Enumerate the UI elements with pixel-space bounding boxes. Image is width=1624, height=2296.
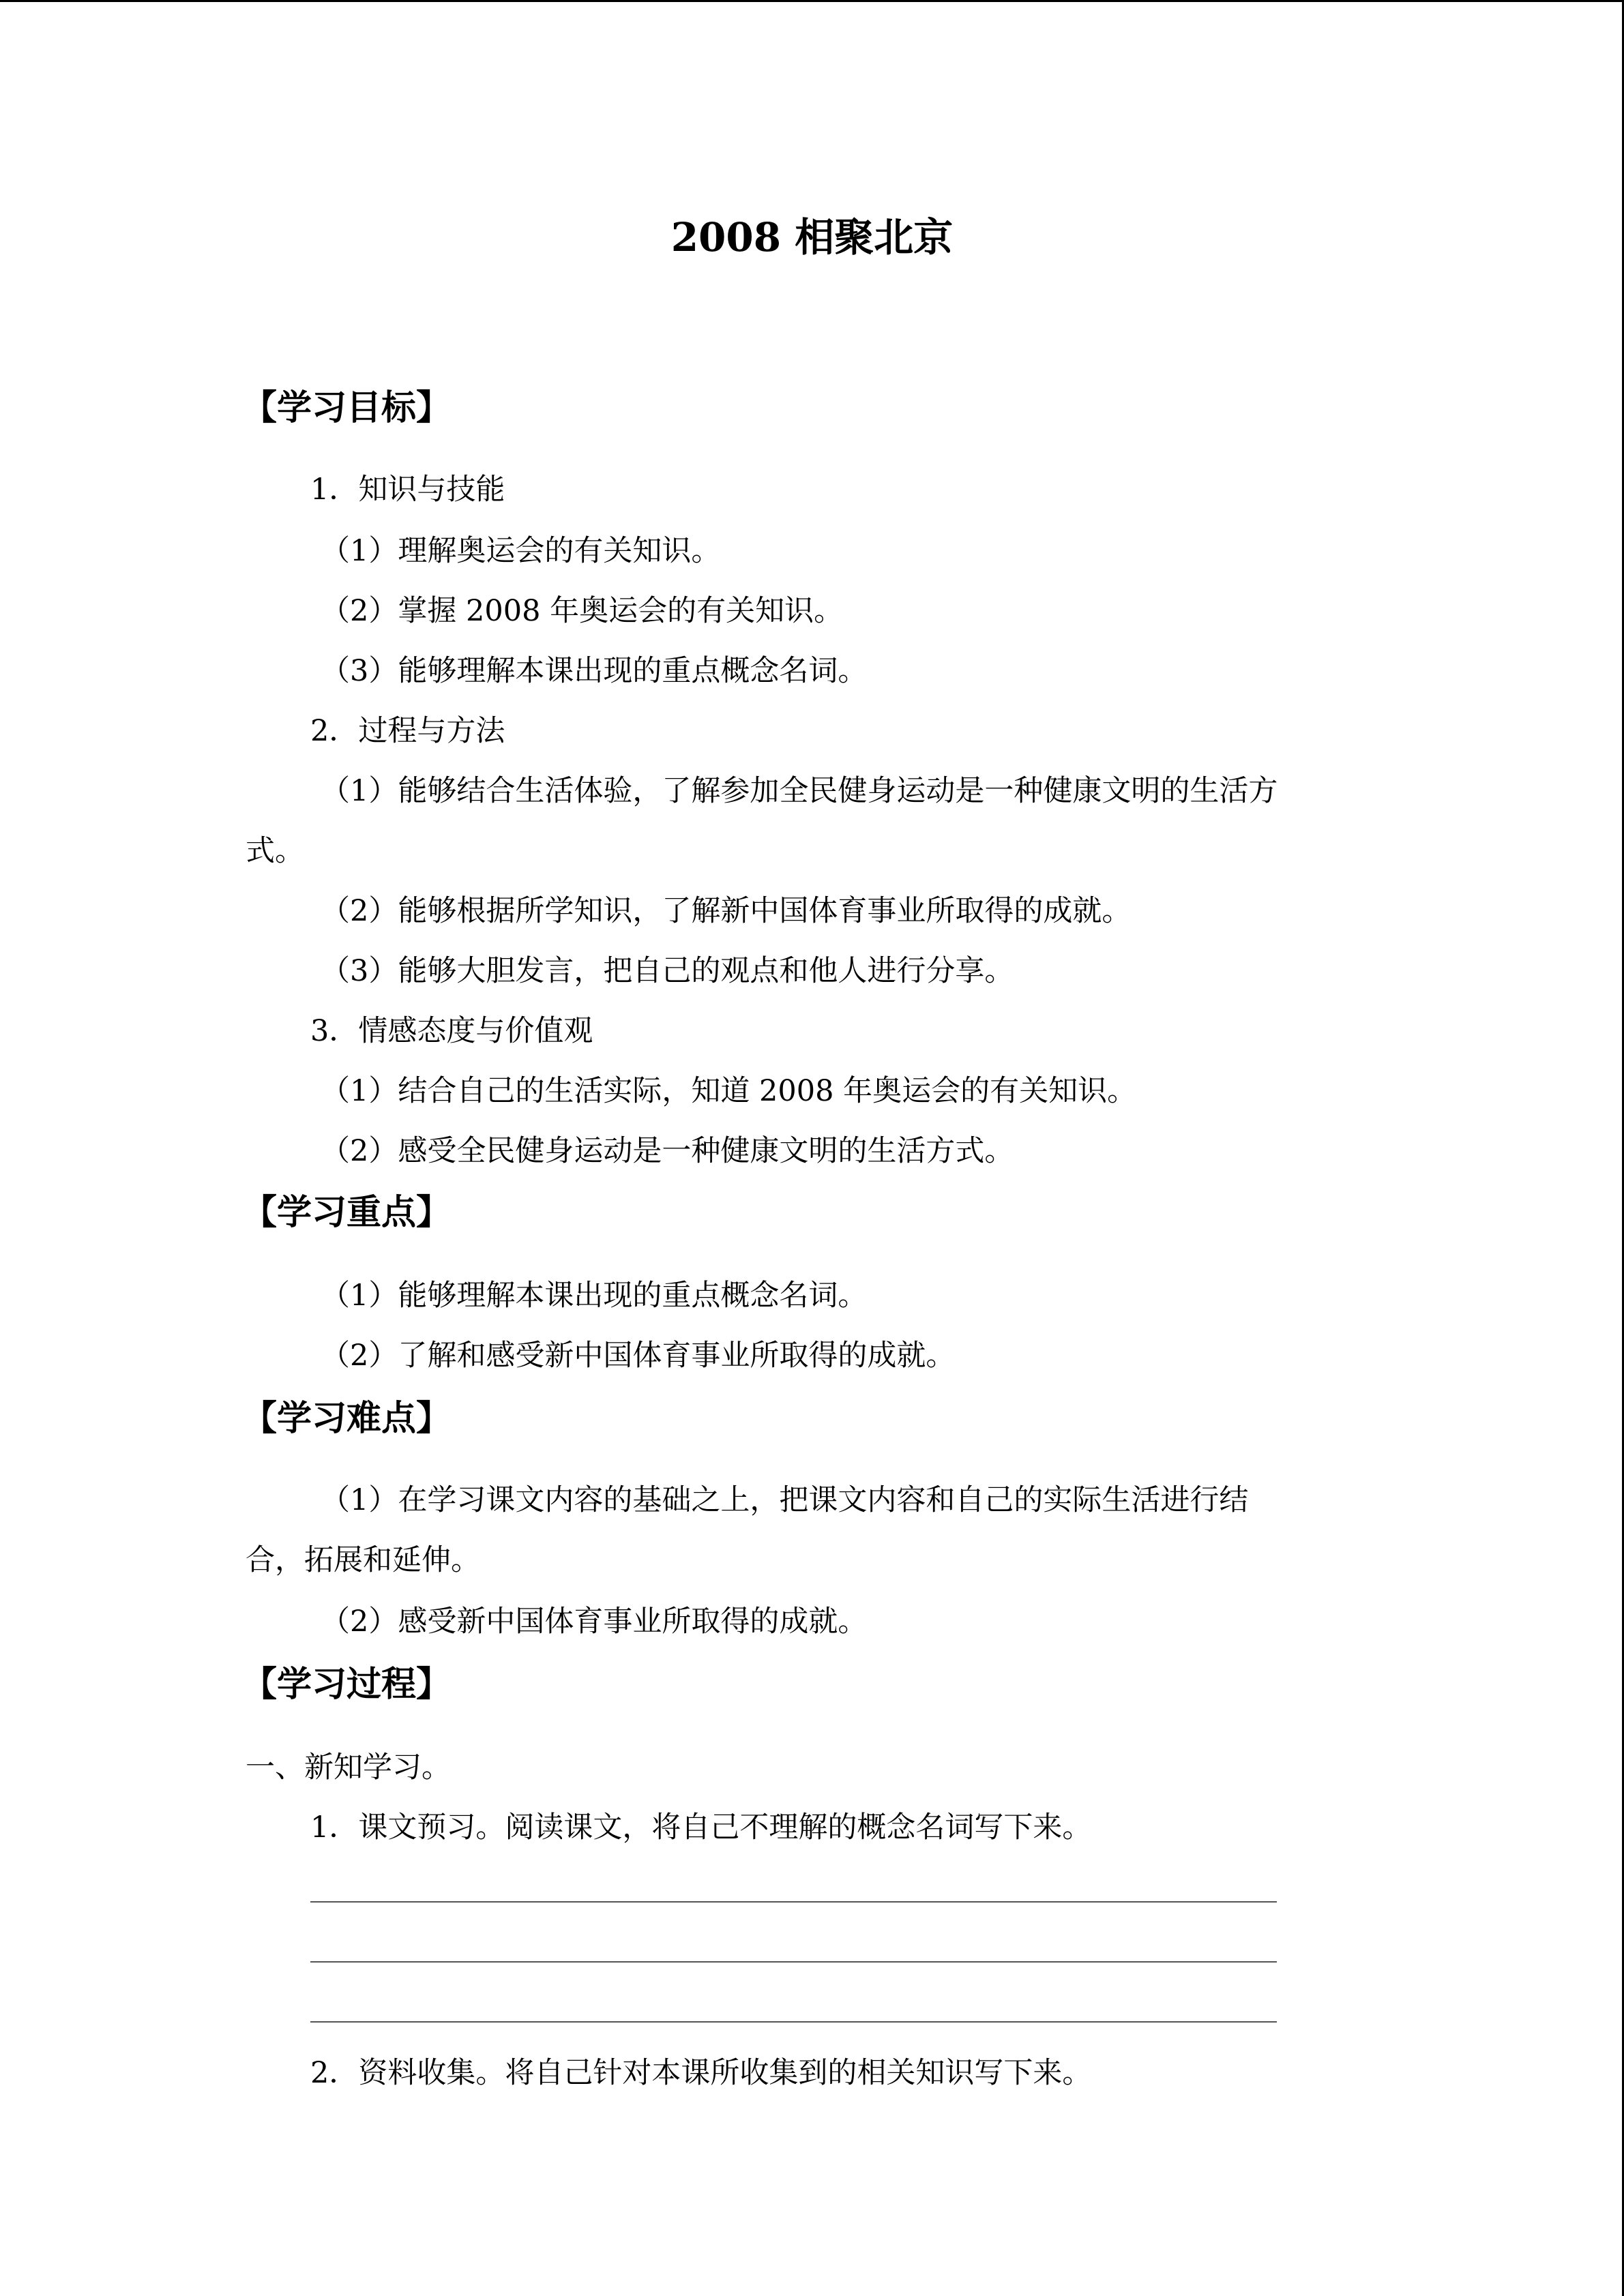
process-question-2: 2．资料收集。将自己针对本课所收集到的相关知识写下来。 (310, 2056, 1092, 2090)
heading-key-points: 【学习重点】 (242, 1192, 452, 1233)
difficulty-item: （1）在学习课文内容的基础之上，把课文内容和自己的实际生活进行结 (321, 1483, 1249, 1517)
difficulty-item: （2）感受新中国体育事业所取得的成就。 (321, 1605, 868, 1639)
goal-item: （1）理解奥运会的有关知识。 (321, 534, 721, 568)
goal-section-3: 3．情感态度与价值观 (310, 1014, 593, 1048)
goal-item: （3）能够大胆发言，把自己的观点和他人进行分享。 (321, 954, 1014, 988)
goal-item: （2）能够根据所学知识，了解新中国体育事业所取得的成就。 (321, 894, 1132, 928)
key-point-item: （1）能够理解本课出现的重点概念名词。 (321, 1279, 868, 1313)
answer-line[interactable] (310, 2021, 1277, 2023)
goal-section-1: 1．知识与技能 (310, 473, 505, 507)
goal-item: （2）掌握 2008 年奥运会的有关知识。 (321, 594, 844, 628)
goal-item-continuation: 式。 (246, 834, 304, 868)
answer-line[interactable] (310, 1901, 1277, 1903)
process-part-1: 一、新知学习。 (246, 1750, 451, 1785)
heading-difficulties: 【学习难点】 (242, 1398, 452, 1439)
goal-item: （2）感受全民健身运动是一种健康文明的生活方式。 (321, 1134, 1014, 1168)
goal-item: （3）能够理解本课出现的重点概念名词。 (321, 654, 868, 688)
heading-learning-goals: 【学习目标】 (242, 387, 452, 428)
goal-item: （1）能够结合生活体验，了解参加全民健身运动是一种健康文明的生活方 (321, 774, 1278, 808)
goal-item: （1）结合自己的生活实际，知道 2008 年奥运会的有关知识。 (321, 1074, 1137, 1108)
page-title: 2008 相聚北京 (670, 214, 954, 260)
difficulty-item-continuation: 合，拓展和延伸。 (246, 1543, 480, 1577)
process-question-1: 1．课文预习。阅读课文，将自己不理解的概念名词写下来。 (310, 1810, 1092, 1845)
goal-section-2: 2．过程与方法 (310, 714, 505, 748)
key-point-item: （2）了解和感受新中国体育事业所取得的成就。 (321, 1339, 956, 1373)
heading-learning-process: 【学习过程】 (242, 1664, 452, 1705)
answer-line[interactable] (310, 1961, 1277, 1963)
page-top-border (0, 0, 1624, 2)
